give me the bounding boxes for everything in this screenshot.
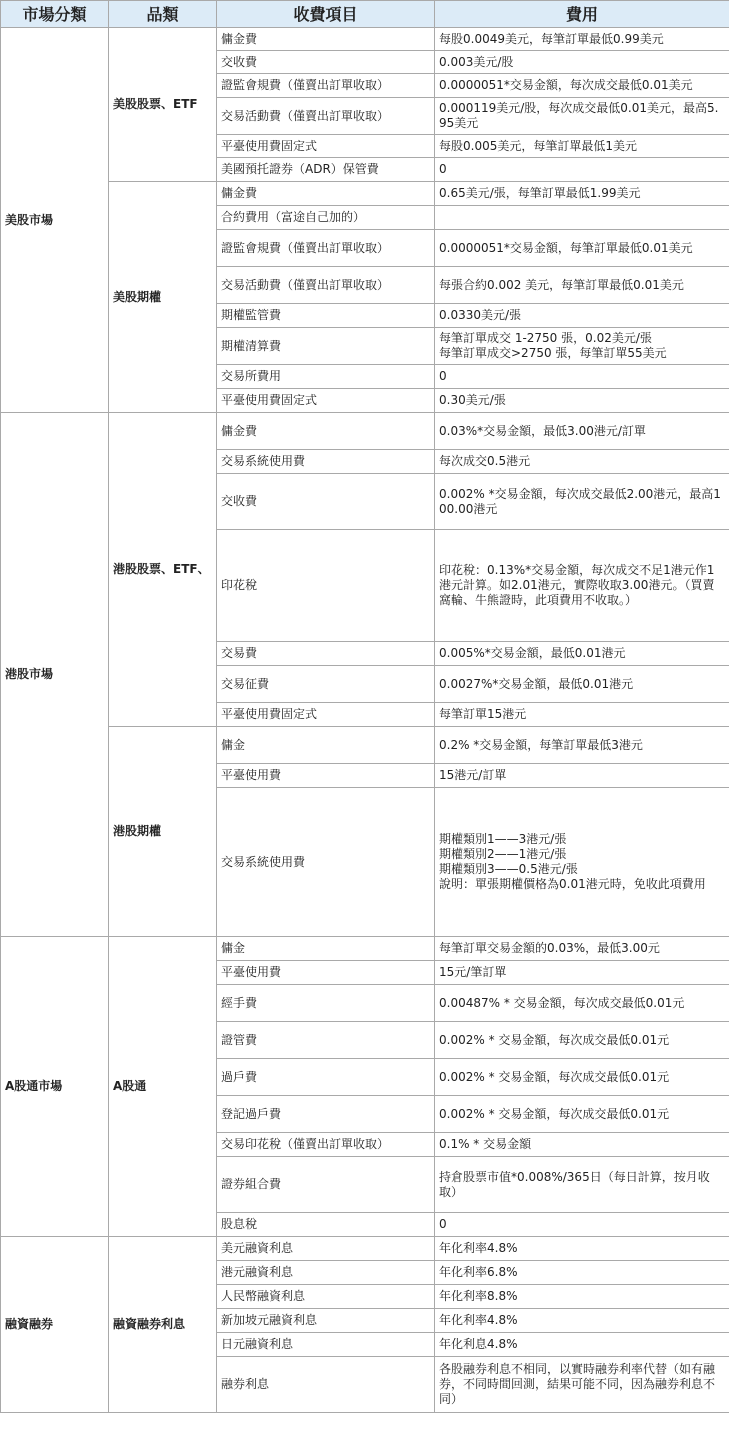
fee-item-cell: 交易活動費（僅賣出訂單收取） [217,98,435,135]
fee-value-cell: 每次成交0.5港元 [435,450,729,474]
fee-value-cell: 0.2% *交易金額，每筆訂單最低3港元 [435,727,729,764]
market-cell: A股通市場 [1,937,109,1237]
fee-value-cell: 印花稅：0.13%*交易金額，每次成交不足1港元作1港元計算。如2.01港元，實際收取3.00港元。（買賣窩輪、牛熊證時，此項費用不收取。） [435,530,729,642]
fee-value-cell: 年化利率8.8% [435,1285,729,1309]
fee-value-cell: 每股0.005美元，每筆訂單最低1美元 [435,135,729,158]
category-cell: 美股期權 [109,182,217,413]
fee-value-cell: 各股融券利息不相同，以實時融券利率代替（如有融券，不同時間回測，結果可能不同，因為融券利息不同） [435,1357,729,1413]
fee-value-cell: 0.003美元/股 [435,51,729,74]
fee-value-cell: 0 [435,365,729,389]
fee-item-cell: 登記過戶費 [217,1096,435,1133]
fee-value-cell: 0.03%*交易金額，最低3.00港元/訂單 [435,413,729,450]
fee-value-cell: 0.30美元/張 [435,389,729,413]
table-row [1,727,729,764]
fee-item-cell: 交易征費 [217,666,435,703]
fee-item-cell: 新加坡元融資利息 [217,1309,435,1333]
fee-item-cell: 期權清算費 [217,328,435,365]
fee-item-cell: 證監會規費（僅賣出訂單收取） [217,230,435,267]
header-fee: 費用 [435,1,729,28]
table-row [1,28,729,51]
fee-item-cell: 平臺使用費固定式 [217,135,435,158]
category-cell: 美股股票、ETF [109,28,217,182]
fee-value-cell: 0.002% * 交易金額，每次成交最低0.01元 [435,1059,729,1096]
fee-value-cell: 0.002% * 交易金額，每次成交最低0.01元 [435,1096,729,1133]
fee-value-cell: 0.65美元/張，每筆訂單最低1.99美元 [435,182,729,206]
fee-value-cell: 年化利率6.8% [435,1261,729,1285]
fee-item-cell: 證券組合費 [217,1157,435,1213]
fee-value-cell: 0.00487% * 交易金額，每次成交最低0.01元 [435,985,729,1022]
fee-value-cell: 每張合約0.002 美元，每筆訂單最低0.01美元 [435,267,729,304]
fee-item-cell: 傭金 [217,937,435,961]
fee-item-cell: 傭金費 [217,413,435,450]
fee-item-cell: 印花稅 [217,530,435,642]
category-cell: 港股期權 [109,727,217,937]
fee-value-cell: 0 [435,1213,729,1237]
table-row [1,182,729,206]
fee-value-cell: 年化利率4.8% [435,1309,729,1333]
market-cell: 融資融券 [1,1237,109,1413]
fee-value-cell: 15港元/訂單 [435,764,729,788]
fee-item-cell: 融券利息 [217,1357,435,1413]
category-cell: 融資融券利息 [109,1237,217,1413]
fee-item-cell: 平臺使用費 [217,764,435,788]
fee-item-cell: 交易活動費（僅賣出訂單收取） [217,267,435,304]
header-row [1,1,729,28]
market-cell: 美股市場 [1,28,109,413]
fee-item-cell: 平臺使用費固定式 [217,703,435,727]
fee-value-cell: 每筆訂單交易金額的0.03%，最低3.00元 [435,937,729,961]
fee-item-cell: 證監會規費（僅賣出訂單收取） [217,74,435,98]
fee-value-cell: 0.0330美元/張 [435,304,729,328]
table-row [1,1237,729,1261]
fee-value-cell: 0.0000051*交易金額，每次成交最低0.01美元 [435,74,729,98]
fee-item-cell: 美元融資利息 [217,1237,435,1261]
fee-item-cell: 過戶費 [217,1059,435,1096]
market-cell: 港股市場 [1,413,109,937]
fee-item-cell: 期權監管費 [217,304,435,328]
fee-item-cell: 交易所費用 [217,365,435,389]
fee-value-cell: 0.002% * 交易金額，每次成交最低0.01元 [435,1022,729,1059]
fee-item-cell: 日元融資利息 [217,1333,435,1357]
fee-item-cell: 交收費 [217,474,435,530]
fee-value-cell: 0.005%*交易金額，最低0.01港元 [435,642,729,666]
fee-item-cell: 平臺使用費 [217,961,435,985]
fee-item-cell: 交易系統使用費 [217,450,435,474]
fee-value-cell: 0 [435,158,729,182]
category-cell: 港股股票、ETF、 [109,413,217,727]
header-market: 市場分類 [1,1,109,28]
fee-item-cell: 股息稅 [217,1213,435,1237]
fee-value-cell: 0.0027%*交易金額，最低0.01港元 [435,666,729,703]
fee-value-cell: 0.002% *交易金額，每次成交最低2.00港元，最高100.00港元 [435,474,729,530]
fee-item-cell: 交易系統使用費 [217,788,435,937]
fee-item-cell: 平臺使用費固定式 [217,389,435,413]
fee-value-cell [435,206,729,230]
fee-value-cell: 0.0000051*交易金額，每筆訂單最低0.01美元 [435,230,729,267]
table-body [1,28,729,1413]
fee-item-cell: 交易印花稅（僅賣出訂單收取） [217,1133,435,1157]
fee-item-cell: 合約費用（富途自己加的） [217,206,435,230]
category-cell: A股通 [109,937,217,1237]
fee-item-cell: 經手費 [217,985,435,1022]
fee-item-cell: 交收費 [217,51,435,74]
fee-value-cell: 0.000119美元/股，每次成交最低0.01美元，最高5.95美元 [435,98,729,135]
fee-item-cell: 人民幣融資利息 [217,1285,435,1309]
table-row [1,937,729,961]
fee-item-cell: 交易費 [217,642,435,666]
fee-item-cell: 傭金費 [217,182,435,206]
fee-item-cell: 證管費 [217,1022,435,1059]
table-row [1,413,729,450]
fee-item-cell: 傭金費 [217,28,435,51]
header-item: 收費項目 [217,1,435,28]
fee-value-cell: 每筆訂單15港元 [435,703,729,727]
fee-value-cell: 每筆訂單成交 1-2750 張，0.02美元/張 每筆訂單成交>2750 張，每筆訂單55美元 [435,328,729,365]
header-category: 品類 [109,1,217,28]
fee-value-cell: 0.1% * 交易金額 [435,1133,729,1157]
fee-value-cell: 期權類別1——3港元/張 期權類別2——1港元/張 期權類別3——0.5港元/張 說明：單張期權價格為0.01港元時，免收此項費用 [435,788,729,937]
fee-value-cell: 15元/筆訂單 [435,961,729,985]
fee-item-cell: 傭金 [217,727,435,764]
fee-value-cell: 每股0.0049美元，每筆訂單最低0.99美元 [435,28,729,51]
fee-item-cell: 美國預托證券（ADR）保管費 [217,158,435,182]
fee-value-cell: 年化利息4.8% [435,1333,729,1357]
fee-value-cell: 年化利率4.8% [435,1237,729,1261]
fee-item-cell: 港元融資利息 [217,1261,435,1285]
fee-value-cell: 持倉股票市值*0.008%/365日（每日計算，按月收取） [435,1157,729,1213]
